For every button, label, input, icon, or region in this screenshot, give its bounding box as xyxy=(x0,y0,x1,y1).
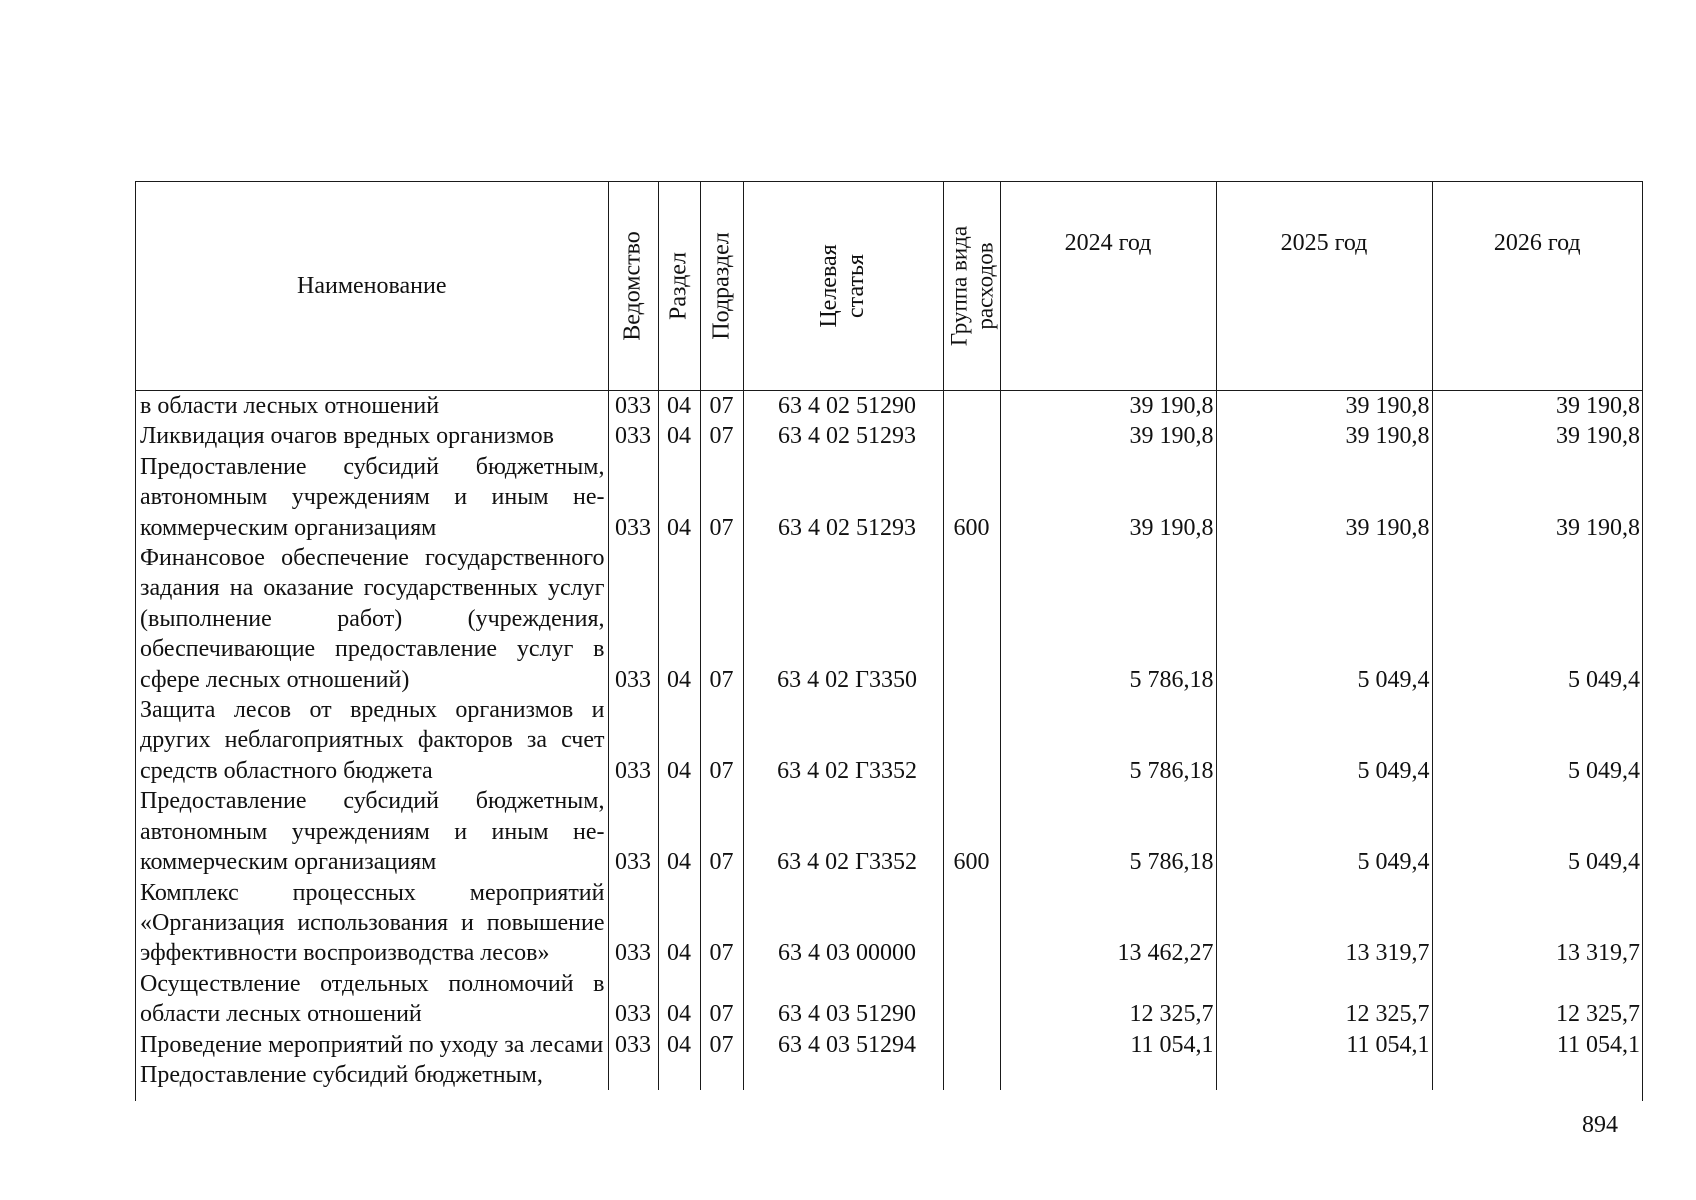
page-number: 894 xyxy=(1582,1112,1618,1138)
row-name: Финансовое обеспечение государственного задания на оказание государственных услуг (выполнение работ) (учреждения, обеспечивающие предоставление услуг в сфере лесных отношений) xyxy=(136,543,608,695)
row-section: 04 xyxy=(658,786,700,877)
row-subsection: 07 xyxy=(700,878,743,969)
row-target-article: 63 4 02 Г3352 xyxy=(743,786,943,877)
row-department: 033 xyxy=(608,969,658,1030)
row-value-2024: 5 786,18 xyxy=(1000,695,1216,786)
row-expense-group xyxy=(943,1060,1000,1090)
table-row xyxy=(136,391,1642,422)
row-expense-group xyxy=(943,969,1000,1030)
row-section: 04 xyxy=(658,1030,700,1060)
row-subsection: 07 xyxy=(700,786,743,877)
row-name: Комплекс процессных мероприятий «Организация использования и повышение эффективности воспроизводства лесов» xyxy=(136,878,608,969)
row-value-2024: 39 190,8 xyxy=(1000,452,1216,543)
row-target-article: 63 4 03 51294 xyxy=(743,1030,943,1060)
row-value-2026: 5 049,4 xyxy=(1568,849,1640,876)
header-name: Наименование xyxy=(136,182,608,391)
row-name: в области лесных отношений xyxy=(136,391,608,422)
row-value-2025: 39 190,8 xyxy=(1216,391,1432,422)
row-department: 033 xyxy=(608,695,658,786)
row-section: 04 xyxy=(658,543,700,695)
row-subsection: 07 xyxy=(700,543,743,695)
row-value-2025: 13 319,7 xyxy=(1216,878,1432,969)
row-target-article: 63 4 03 00000 xyxy=(743,878,943,969)
row-value-2024: 13 462,27 xyxy=(1000,878,1216,969)
row-value-2024: 11 054,1 xyxy=(1000,1030,1216,1060)
row-value-2025 xyxy=(1216,1060,1432,1090)
table-row xyxy=(136,1030,1642,1060)
row-subsection: 07 xyxy=(700,391,743,422)
table-row xyxy=(136,786,1642,877)
row-department: 033 xyxy=(608,878,658,969)
row-value-2024 xyxy=(1000,1060,1216,1090)
table-row xyxy=(136,421,1642,451)
row-subsection: 07 xyxy=(700,695,743,786)
row-subsection: 07 xyxy=(700,1030,743,1060)
table-row xyxy=(136,878,1642,969)
row-value-2025: 12 325,7 xyxy=(1216,969,1432,1030)
row-department: 033 xyxy=(608,543,658,695)
row-target-article: 63 4 02 Г3350 xyxy=(743,543,943,695)
row-section: 04 xyxy=(658,391,700,422)
row-value-2026: 5 049,4 xyxy=(1568,757,1640,784)
header-expense-group: Группа вида расходов xyxy=(943,182,1000,391)
row-target-article xyxy=(743,1060,943,1090)
row-section: 04 xyxy=(658,878,700,969)
row-value-2024: 5 786,18 xyxy=(1000,786,1216,877)
header-target-article: Целевая статья xyxy=(743,182,943,391)
row-expense-group xyxy=(943,695,1000,786)
row-department: 033 xyxy=(608,391,658,422)
row-value-2026: 13 319,7 xyxy=(1556,940,1640,967)
row-name: Осуществление отдельных полномочий в области лесных отношений xyxy=(136,969,608,1030)
row-target-article: 63 4 02 51293 xyxy=(743,452,943,543)
row-section: 04 xyxy=(658,421,700,451)
row-expense-group xyxy=(943,878,1000,969)
header-department: Ведомство xyxy=(608,182,658,391)
row-section: 04 xyxy=(658,452,700,543)
row-target-article: 63 4 02 Г3352 xyxy=(743,695,943,786)
row-department xyxy=(608,1060,658,1090)
row-department: 033 xyxy=(608,786,658,877)
row-value-2026 xyxy=(1432,1060,1642,1090)
header-2026: 2026 год xyxy=(1432,182,1642,391)
row-value-2025: 11 054,1 xyxy=(1216,1030,1432,1060)
header-row xyxy=(136,182,1642,391)
row-expense-group xyxy=(943,543,1000,695)
row-name: Предоставление субсидий бюджетным, автономным учреждениям и иным некоммерческим организациям xyxy=(136,786,608,877)
row-expense-group: 600 xyxy=(943,786,1000,877)
row-expense-group xyxy=(943,391,1000,422)
row-target-article: 63 4 02 51290 xyxy=(743,391,943,422)
row-target-article: 63 4 03 51290 xyxy=(743,969,943,1030)
budget-table-container xyxy=(135,181,1643,1101)
header-2025: 2025 год xyxy=(1216,182,1432,391)
row-subsection: 07 xyxy=(700,421,743,451)
row-expense-group xyxy=(943,1030,1000,1060)
row-value-2025: 5 049,4 xyxy=(1216,786,1432,877)
row-expense-group xyxy=(943,421,1000,451)
row-value-2026: 11 054,1 xyxy=(1556,1031,1640,1058)
row-target-article: 63 4 02 51293 xyxy=(743,421,943,451)
header-subsection: Подраздел xyxy=(700,182,743,391)
row-value-2026: 39 190,8 xyxy=(1556,423,1640,450)
row-name: Защита лесов от вредных организмов и других неблагоприятных факторов за счет средств областного бюджета xyxy=(136,695,608,786)
row-value-2025: 5 049,4 xyxy=(1216,543,1432,695)
row-department: 033 xyxy=(608,452,658,543)
row-value-2026: 5 049,4 xyxy=(1568,666,1640,693)
table-row xyxy=(136,452,1642,543)
row-name: Проведение мероприятий по уходу за лесами xyxy=(136,1030,608,1060)
header-2024: 2024 год xyxy=(1000,182,1216,391)
row-subsection: 07 xyxy=(700,969,743,1030)
row-value-2025: 5 049,4 xyxy=(1216,695,1432,786)
row-department: 033 xyxy=(608,1030,658,1060)
table-row xyxy=(136,543,1642,695)
header-section: Раздел xyxy=(658,182,700,391)
row-subsection xyxy=(700,1060,743,1090)
row-value-2025: 39 190,8 xyxy=(1216,452,1432,543)
row-value-2026: 12 325,7 xyxy=(1556,1001,1640,1028)
row-section: 04 xyxy=(658,695,700,786)
row-department: 033 xyxy=(608,421,658,451)
row-subsection: 07 xyxy=(700,452,743,543)
table-row xyxy=(136,695,1642,786)
row-name: Ликвидация очагов вредных организмов xyxy=(136,421,608,451)
row-value-2026: 39 190,8 xyxy=(1556,514,1640,541)
row-name: Предоставление субсидий бюджетным, автономным учреждениям и иным некоммерческим организациям xyxy=(136,452,608,543)
row-value-2024: 12 325,7 xyxy=(1000,969,1216,1030)
row-value-2024: 39 190,8 xyxy=(1000,421,1216,451)
row-value-2026: 39 190,8 xyxy=(1556,393,1640,419)
row-name: Предоставление субсидий бюджетным, xyxy=(136,1060,608,1090)
budget-table xyxy=(136,182,1642,1090)
row-section: 04 xyxy=(658,969,700,1030)
row-value-2024: 5 786,18 xyxy=(1000,543,1216,695)
row-value-2024: 39 190,8 xyxy=(1000,391,1216,422)
row-value-2025: 39 190,8 xyxy=(1216,421,1432,451)
table-row xyxy=(136,969,1642,1030)
row-section xyxy=(658,1060,700,1090)
row-expense-group: 600 xyxy=(943,452,1000,543)
table-row xyxy=(136,1060,1642,1090)
